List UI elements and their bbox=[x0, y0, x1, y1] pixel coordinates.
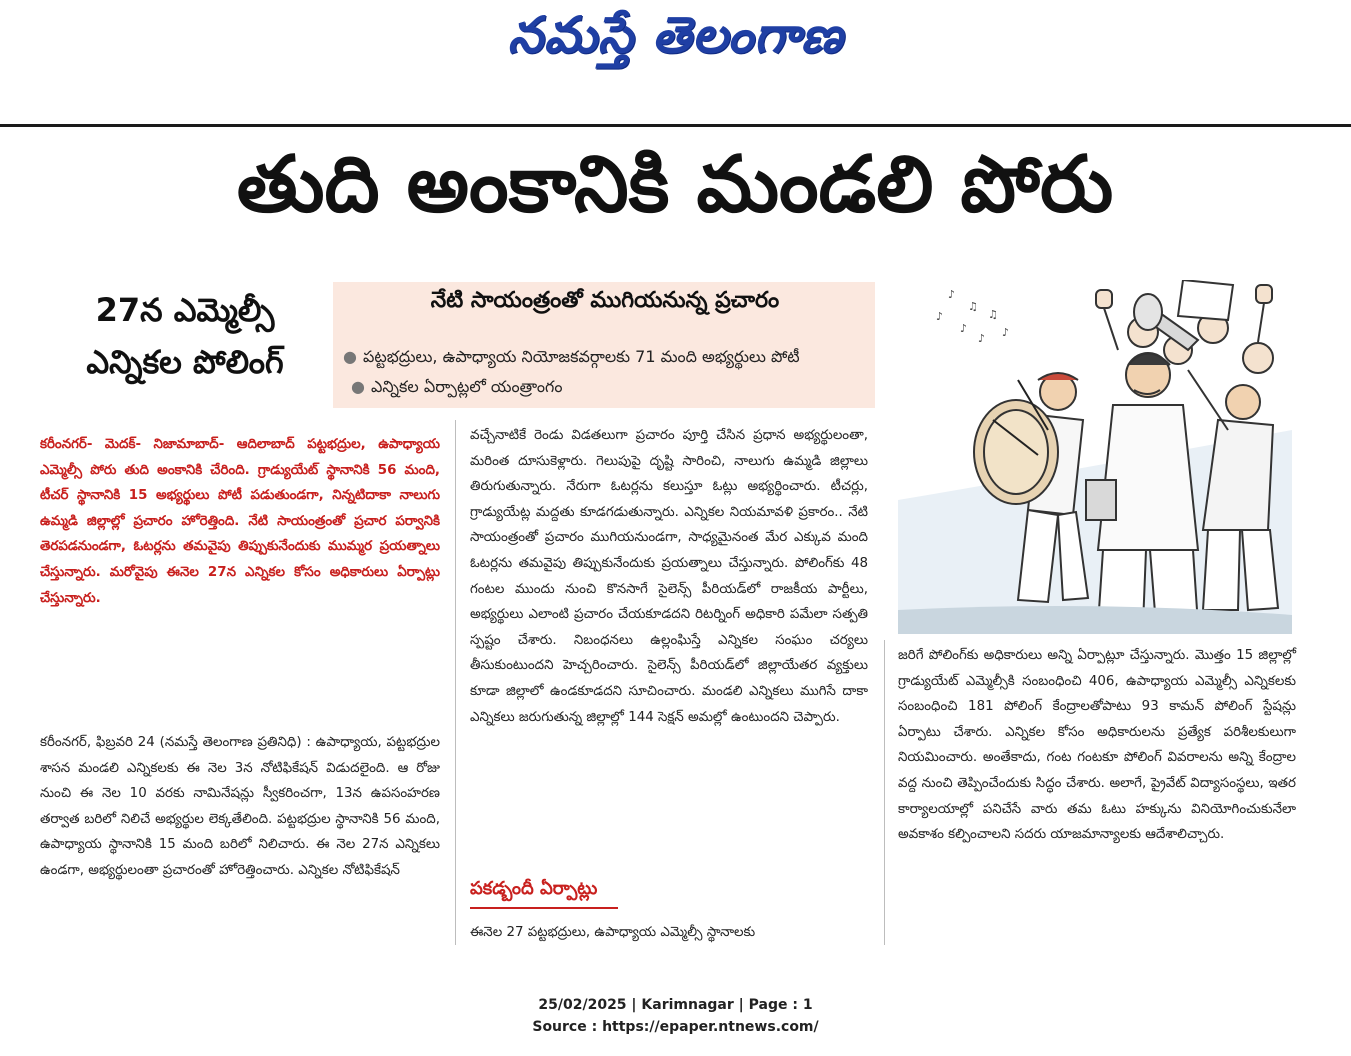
svg-text:♫: ♫ bbox=[968, 300, 978, 313]
subhead: పకడ్బందీ ఏర్పాట్లు bbox=[470, 878, 598, 899]
deck-title: నేటి సాయంత్రంతో ముగియనున్న ప్రచారం bbox=[430, 288, 780, 313]
deck-bullet-2: ఎన్నికల ఏర్పాట్లలో యంత్రాంగం bbox=[370, 377, 563, 396]
svg-text:♪: ♪ bbox=[948, 288, 956, 301]
kicker-line-1: 27న ఎమ్మెల్సీ bbox=[95, 291, 275, 329]
intro-paragraph: కరీంనగర్- మెదక్- నిజామాబాద్- ఆదిలాబాద్ పట్టభద్రుల, ఉపాధ్యాయ ఎమ్మెల్సీ పోరు తుది అంకానికి చేరింది. గ్రాడ్యుయేట్ స్థానానికి 56 మంది, టీచర్ స్థానానికి 15 అభ్యర్థులు పోటీ పడుతుండగా, నిన్నటిదాకా నాలుగు ఉమ్మడి జిల్లాల్లో ప్రచారం హోరెత్తింది. నేటి సాయంత్రంతో ప్రచార పర్వానికి తెరపడనుండగా, ఓటర్లను తమవైపు తిప్పుకునేందుకు ముమ్మర ప్రయత్నాలు చేస్తున్నారు. మరోవైపు ఈనెల 27న ఎన్నికల కోసం అధికారులు ఏర్పాట్లు చేస్తున్నారు. bbox=[40, 437, 440, 606]
column-divider bbox=[884, 640, 885, 945]
svg-text:♪: ♪ bbox=[978, 332, 986, 345]
svg-text:♫: ♫ bbox=[988, 308, 998, 321]
deck-bullets bbox=[343, 342, 868, 402]
bullet-icon: ● bbox=[351, 377, 365, 396]
kicker-line-2: ఎన్నికల పోలింగ్ bbox=[86, 343, 284, 381]
column-divider bbox=[455, 420, 456, 945]
col3-body: జరిగే పోలింగ్‌కు అధికారులు అన్ని ఏర్పాట్లూ చేస్తున్నారు. మొత్తం 15 జిల్లాల్లో గ్రాడ్యుయేట్ ఎమ్మెల్సీకి సంబంధించి 406, ఉపాధ్యాయ ఎమ్మెల్సీ ఎన్నికలకు సంబంధించి 181 పోలింగ్ కేంద్రాలతోపాటు 93 కామన్ పోలింగ్ స్టేషన్లు ఏర్పాటు చేశారు. ఎన్నికల కోసం అధికారులను ప్రత్యేక పరిశీలకులుగా నియమించారు. అంతేకాదు, గంట గంటకూ పోలింగ్ వివరాలను అన్ని కేంద్రాల వద్ద నుంచి తెప్పించేందుకు సిద్ధం చేశారు. అలాగే, ప్రైవేట్ విద్యాసంస్థలు, ఇతర కార్యాలయాల్లో పనిచేసే వారు తమ ఓటు హక్కును వినియోగించుకునేలా అవకాశం కల్పించాలని సదరు యాజమాన్యాలకు ఆదేశాలిచ్చారు. bbox=[898, 648, 1296, 843]
col2-body: వచ్చేనాటికే రెండు విడతలుగా ప్రచారం పూర్తి చేసిన ప్రధాన అభ్యర్థులంతా, మరింత దూసుకెళ్లారు. గెలుపుపై దృష్టి సారించి, నాలుగు ఉమ్మడి జిల్లాలు తిరుగుతున్నారు. నేరుగా ఓటర్లను కలుస్తూ ఓట్లు అభ్యర్థించారు. టీచర్లు, గ్రాడ్యుయేట్ల మద్దతు కూడగడుతున్నారు. ఎన్నికల నియమావళి ప్రకారం.. నేటి సాయంత్రంతో ప్రచారం ముగియనుండగా, సాధ్యమైనంత మేర ఎక్కువ మంది ఓటర్లను తమవైపు తిప్పుకునేందుకు ప్రయత్నాలు చేస్తున్నారు. పోలింగ్‌కు 48 గంటల ముందు నుంచి కొనసాగే సైలెన్స్ పీరియడ్‌లో రాజకీయ పార్టీలు, అభ్యర్థులు ఎలాంటి ప్రచారం చేయకూడదని రిటర్నింగ్ అధికారి పమేలా సత్పతి స్పష్టం చేశారు. నిబంధనలు ఉల్లంఘిస్తే ఎన్నికల సంఘం చర్యలు తీసుకుంటుందని హెచ్చరించారు. సైలెన్స్ పీరియడ్‌లో జిల్లాయేతర వ్యక్తులు కూడా జిల్లాలో ఉండకూడదని సూచించారు. మండలి ఎన్నికలు ముగిసే దాకా ఎన్నికలు జరుగుతున్న జిల్లాల్లో 144 సెక్షన్ అమల్లో ఉంటుందని చెప్పారు. bbox=[470, 428, 868, 725]
masthead-rule bbox=[0, 124, 1351, 127]
masthead-logo: నమస్తే తెలంగాణ bbox=[507, 6, 844, 64]
footer-source-line: Source : https://epaper.ntnews.com/ bbox=[532, 1019, 819, 1035]
svg-text:♪: ♪ bbox=[960, 322, 968, 335]
bullet-icon: ● bbox=[343, 347, 357, 366]
headline: తుది అంకానికి మండలి పోరు bbox=[236, 140, 1114, 230]
kicker bbox=[40, 284, 330, 388]
deck-bullet-1: పట్టభద్రులు, ఉపాధ్యాయ నియోజకవర్గాలకు 71 మంది అభ్యర్థులు పోటీ bbox=[362, 347, 800, 366]
col2-tail: ఈనెల 27 పట్టభద్రులు, ఉపాధ్యాయ ఎమ్మెల్సీ స్థానాలకు bbox=[470, 925, 756, 940]
subhead-underline bbox=[470, 907, 618, 909]
footer bbox=[0, 994, 1351, 1038]
campaign-cartoon-image bbox=[898, 280, 1292, 634]
svg-text:♪: ♪ bbox=[936, 310, 944, 323]
svg-text:♪: ♪ bbox=[1002, 326, 1010, 339]
col1-body: కరీంనగర్, ఫిబ్రవరి 24 (నమస్తే తెలంగాణ ప్రతినిధి) : ఉపాధ్యాయ, పట్టభద్రుల శాసన మండలి ఎన్నికలకు ఈ నెల 3న నోటిఫికేషన్ విడుదలైంది. ఆ రోజు నుంచి ఈ నెల 10 వరకు నామినేషన్లు స్వీకరించగా, 13న ఉపసంహరణ తర్వాత బరిలో నిలిచే అభ్యర్థుల లెక్కతేలింది. పట్టభద్రుల స్థానానికి 56 మంది, ఉపాధ్యాయ స్థానానికి 15 మంది బరిలో నిలిచారు. ఈ నెల 27న ఎన్నికలు ఉండగా, అభ్యర్థులంతా ప్రచారంతో హోరెత్తించారు. ఎన్నికల నోటిఫికేషన్ bbox=[40, 735, 440, 878]
footer-date-line: 25/02/2025 | Karimnagar | Page : 1 bbox=[538, 997, 813, 1013]
